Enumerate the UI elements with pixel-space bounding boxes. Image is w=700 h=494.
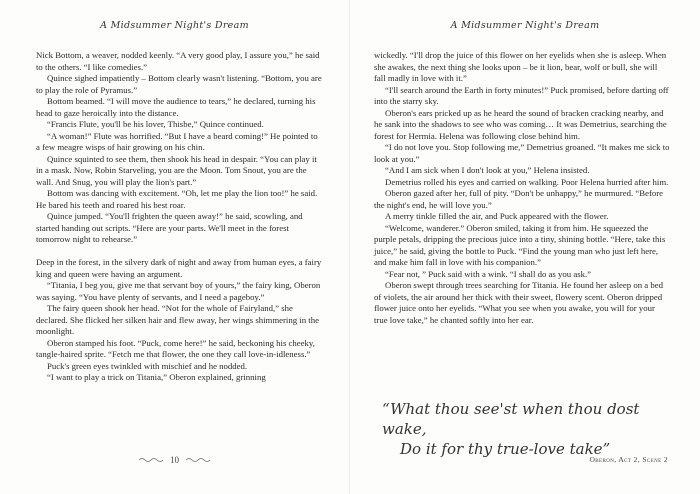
paragraph: Oberon gazed after her, full of pity. “Don't be unhappy,” he murmured. “Before the night's end, he will love you.” xyxy=(374,188,664,210)
quote-attribution: Oberon, Act 2, Scene 2 xyxy=(589,455,668,464)
pull-quote xyxy=(374,399,676,459)
paragraph: wickedly. “I'll drop the juice of this flower on her eyelids when she is asleep. When she awakes, the next thing she looks upon – be it lion, bear, wolf or bull, she will fall madly in love with it.” xyxy=(374,50,667,83)
paragraph: Quince sighed impatiently – Bottom clearly wasn't listening. “Bottom, you are to play the role of Pyramus.” xyxy=(36,73,322,95)
paragraph: “A woman!” Flute was horrified. “But I have a beard coming!” He pointed to a few meagre wisps of hair growing on his chin. xyxy=(36,130,318,152)
paragraph: Oberon swept through trees searching for Titania. He found her asleep on a bed of violets, the air around her thick with their sweet, flowery scent. Oberon dripped flower juice onto her eyelids. “What you see when you awake, you will for your true love take,” he chanted softly into her ear. xyxy=(374,280,663,325)
paragraph: “Fear not, ” Puck said with a wink. “I shall do as you ask.” xyxy=(385,268,592,279)
right-page-text xyxy=(374,50,670,326)
section-break xyxy=(36,246,323,258)
paragraph: A merry tinkle filled the air, and Puck appeared with the flower. xyxy=(385,211,609,221)
left-running-header: A Midsummer Night's Dream xyxy=(100,20,249,31)
paragraph: “Welcome, wanderer.” Oberon smiled, taking it from him. He squeezed the purple petals, dripping the precious juice into a tiny, shining bottle. “Here, take this juice,” he said, giving the bottle to Puck. “Find the young man who just left here, and make him fall in love with his companion.” xyxy=(374,222,666,267)
right-running-header: A Midsummer Night's Dream xyxy=(450,20,600,31)
flourish-left-icon xyxy=(138,456,164,464)
page-number-footer xyxy=(0,455,349,465)
paragraph: “I want to play a trick on Titania,” Oberon explained, grinning xyxy=(47,372,266,382)
paragraph: Quince jumped. “You'll frighten the queen away!” he said, scowling, and started handing out scripts. “Here are your parts. We'll meet in the forest tomorrow night to rehearse.” xyxy=(36,211,303,244)
page-number: 10 xyxy=(170,455,179,465)
paragraph: “I'll search around the Earth in forty minutes!” Puck promised, before darting off into the starry sky. xyxy=(374,84,669,106)
paragraph: Demetrius rolled his eyes and carried on walking. Poor Helena hurried after him. xyxy=(385,176,669,187)
left-page-text xyxy=(36,50,323,384)
paragraph: Bottom was dancing with excitement. “Oh, let me play the lion too!” he said. He bared his teeth and roared his best roar. xyxy=(36,188,318,210)
quote-line-1: “What thou see'st when thou dost wake, xyxy=(382,400,640,438)
paragraph: “Francis Flute, you'll be his lover, Thisbe,” Quince continued. xyxy=(47,119,264,129)
paragraph: Nick Bottom, a weaver, nodded keenly. “A very good play, I assure you,” he said to the others. “I like comedies.” xyxy=(36,50,320,72)
paragraph: Puck's green eyes twinkled with mischief and he nodded. xyxy=(47,360,248,371)
paragraph: “And I am sick when I don't look at you,” Helena insisted. xyxy=(385,165,590,175)
paragraph: “I do not love you. Stop following me,” Demetrius groaned. “It makes me sick to look at you.” xyxy=(374,142,670,164)
paragraph: Oberon stamped his foot. “Puck, come here!” he said, beckoning his cheeky, tangle-haired sprite. “Fetch me that flower, the one they call love-in-idleness.” xyxy=(36,337,315,359)
paragraph: “Titania, I beg you, give me that servant boy of yours,” the fairy king, Oberon was saying. “You have plenty of servants, and I need a pageboy.” xyxy=(36,280,321,302)
paragraph: Oberon's ears pricked up as he heard the sound of bracken cracking nearby, and he sank into the shadows to see who was coming… It was Demetrius, searching the forest for Hermia. Helena was following close behind him. xyxy=(374,107,667,141)
flourish-right-icon xyxy=(185,456,211,464)
paragraph: Deep in the forest, in the silvery dark of night and away from human eyes, a fairy king and queen were having an argument. xyxy=(36,257,322,279)
paragraph: Quince squinted to see them, then shook his head in despair. “You can play it in a mask. Now, Robin Starveling, you are the Moon. Tom Snout, you are the wall. And Snug, you will play the lion's part.” xyxy=(36,153,317,187)
paragraph: The fairy queen shook her head. “Not for the whole of Fairyland,” she declared. She flicked her silken hair and flew away, her wings shimmering in the moonlight. xyxy=(36,303,319,336)
paragraph: Bottom beamed. “I will move the audience to tears,” he declared, turning his head to gaze heroically into the distance. xyxy=(36,96,316,118)
right-page xyxy=(350,0,700,494)
quote-line-2: Do it for thy true-love take” xyxy=(400,440,611,458)
